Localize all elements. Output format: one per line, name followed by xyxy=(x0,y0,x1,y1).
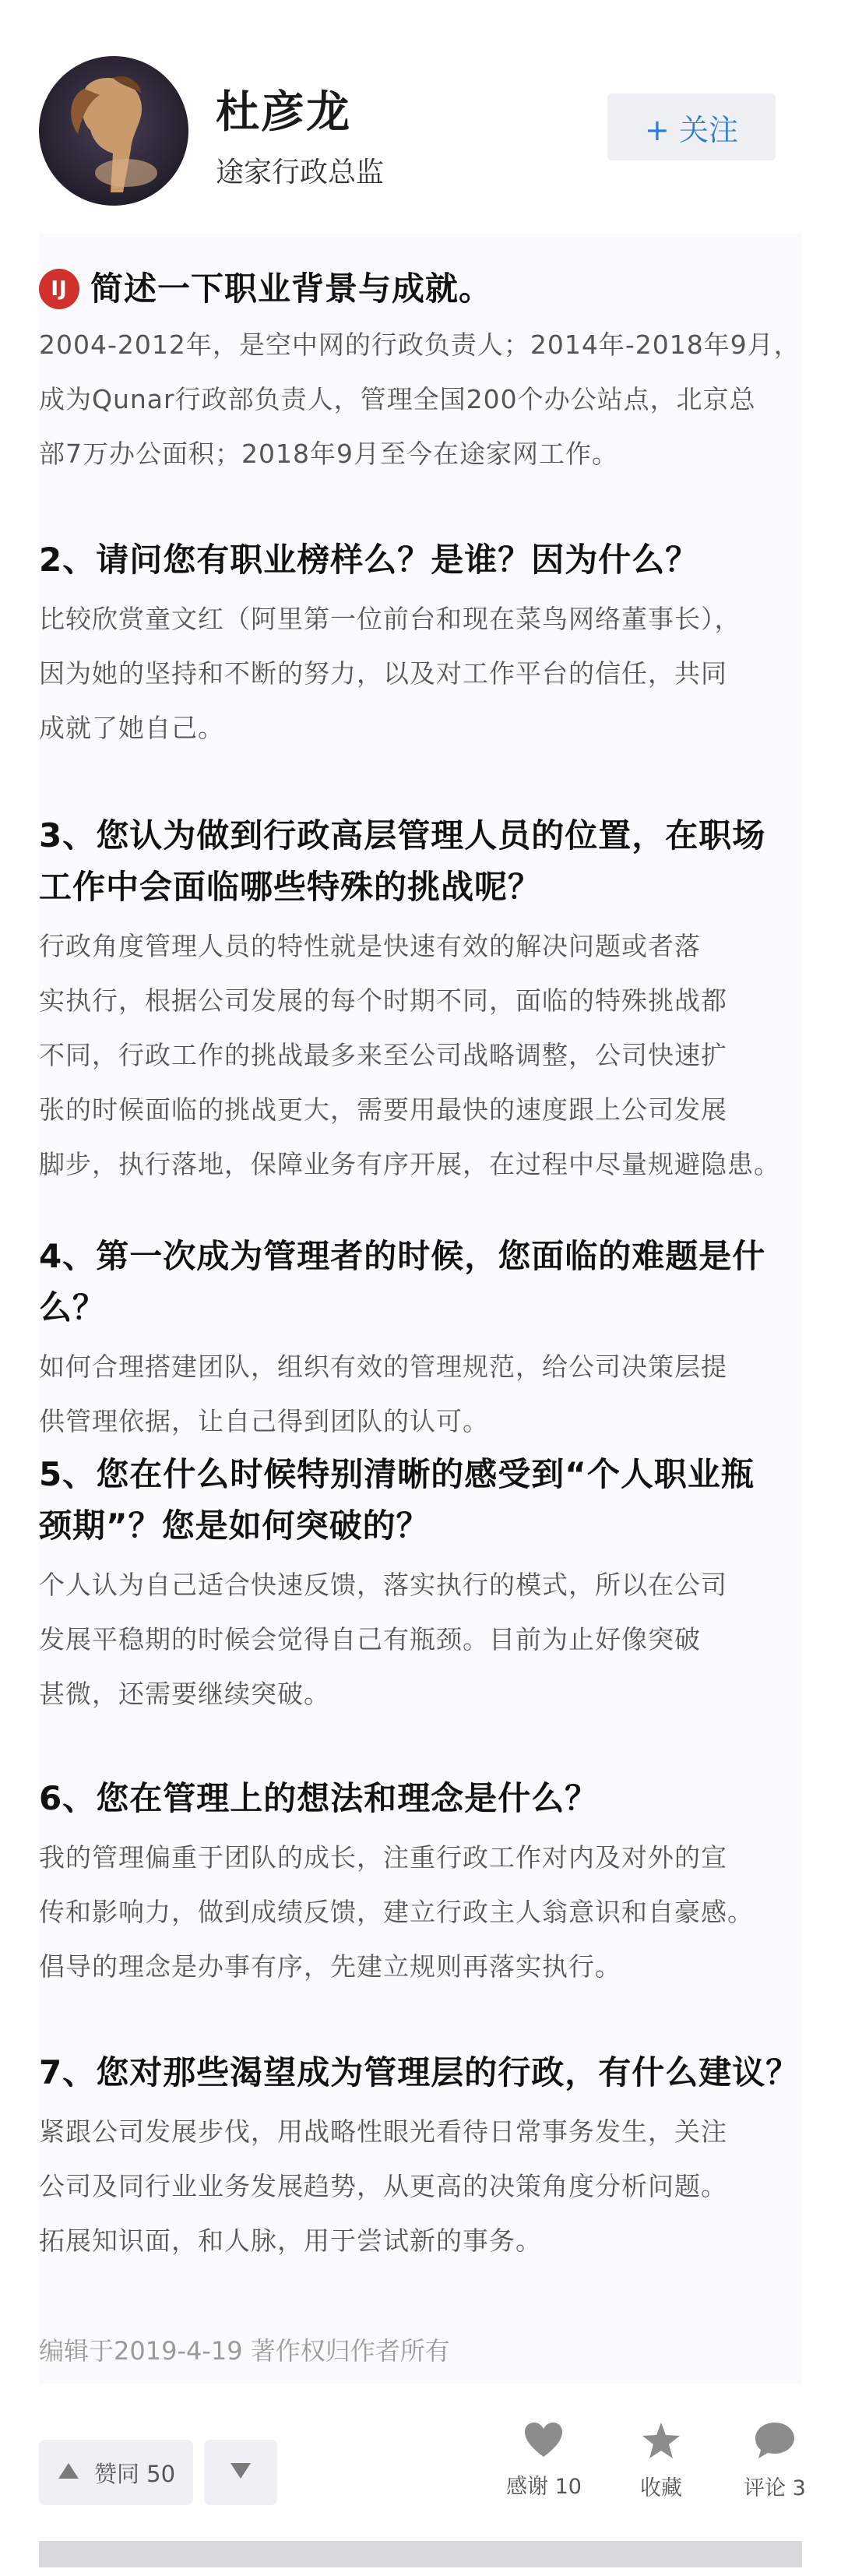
answer-6-line: 倡导的理念是办事有序，先建立规则再落实执行。 xyxy=(39,1951,621,1982)
comment-bubble-icon xyxy=(754,2421,796,2463)
triangle-up-icon xyxy=(57,2459,80,2486)
thanks-label: 感谢 10 xyxy=(506,2475,582,2499)
answer-6-line: 我的管理偏重于团队的成长，注重行政工作对内及对外的宣 xyxy=(39,1842,727,1873)
question-7 xyxy=(39,2047,810,2099)
question-6 xyxy=(39,1773,810,1824)
bottom-divider-bar xyxy=(39,2541,802,2567)
qa-item-2 xyxy=(39,534,810,756)
answer-4-line: 供管理依据，让自己得到团队的认可。 xyxy=(39,1406,489,1436)
question-4-line: 4、第一次成为管理者的时候，您面临的难题是什么？ xyxy=(39,1237,766,1327)
collect-label: 收藏 xyxy=(640,2476,682,2500)
answer-5-line: 个人认为自己适合快速反馈，落实执行的模式，所以在公司 xyxy=(39,1570,727,1600)
heart-icon xyxy=(523,2421,564,2461)
author-name[interactable]: 杜彦龙 xyxy=(216,87,351,138)
answer-2 xyxy=(39,592,810,756)
avatar[interactable] xyxy=(39,56,188,206)
answer-7-line: 拓展知识面，和人脉，用于尝试新的事务。 xyxy=(39,2225,542,2256)
answer-1 xyxy=(39,318,810,481)
answer-2-line: 因为她的坚持和不断的努力，以及对工作平台的信任，共同 xyxy=(39,658,727,689)
star-icon xyxy=(641,2421,681,2463)
question-5 xyxy=(39,1449,810,1552)
answer-6-line: 传和影响力，做到成绩反馈，建立行政主人翁意识和自豪感。 xyxy=(39,1897,754,1927)
answer-1-line: 部7万办公面积；2018年9月至今在途家网工作。 xyxy=(39,439,618,469)
answer-5-line: 甚微，还需要继续突破。 xyxy=(39,1679,330,1709)
qa-item-5 xyxy=(39,1449,810,1721)
qa-item-6 xyxy=(39,1773,810,1994)
author-title: 途家行政总监 xyxy=(216,157,385,189)
question-5-line: 颈期”？您是如何突破的？ xyxy=(39,1506,430,1545)
comment-label: 评论 3 xyxy=(744,2476,806,2500)
answer-4 xyxy=(39,1340,810,1449)
qa-item-3 xyxy=(39,810,810,1192)
question-7-line: 7、您对那些渴望成为管理层的行政，有什么建议？ xyxy=(39,2053,800,2091)
vote-up-button[interactable] xyxy=(39,2440,193,2505)
answer-2-line: 比较欣赏童文红（阿里第一位前台和现在菜鸟网络董事长）， xyxy=(39,604,741,634)
qa-item-7 xyxy=(39,2047,810,2268)
answer-7 xyxy=(39,2105,810,2268)
question-3-line: 3、您认为做到行政高层管理人员的位置，在职场 xyxy=(39,816,766,855)
brand-logo: IJ xyxy=(39,269,79,309)
answer-7-line: 紧跟公司发展步伐，用战略性眼光看待日常事务发生，关注 xyxy=(39,2116,727,2147)
answer-5-line: 发展平稳期的时候会觉得自己有瓶颈。目前为止好像突破 xyxy=(39,1624,701,1654)
vote-down-button[interactable] xyxy=(204,2440,277,2505)
vote-up-label: 赞同 50 xyxy=(93,2460,176,2487)
answer-3-line: 实执行，根据公司发展的每个时期不同，面临的特殊挑战都 xyxy=(39,985,727,1016)
answer-3 xyxy=(39,919,810,1192)
answer-7-line: 公司及同行业业务发展趋势，从更高的决策角度分析问题。 xyxy=(39,2171,727,2201)
edited-note: 编辑于2019-4-19 著作权归作者所有 xyxy=(39,2336,450,2366)
question-1-text: 简述一下职业背景与成就。 xyxy=(90,270,493,308)
answer-4-line: 如何合理搭建团队，组织有效的管理规范，给公司决策层提 xyxy=(39,1351,727,1382)
answer-3-line: 不同，行政工作的挑战最多来至公司战略调整，公司快速扩 xyxy=(39,1040,727,1070)
answer-3-line: 张的时候面临的挑战更大，需要用最快的速度跟上公司发展 xyxy=(39,1094,727,1125)
follow-button-label: + 关注 xyxy=(645,112,738,147)
answer-3-line: 行政角度管理人员的特性就是快速有效的解决问题或者落 xyxy=(39,931,701,961)
comment-button[interactable] xyxy=(744,2421,806,2501)
question-1 xyxy=(39,263,810,315)
answer-6 xyxy=(39,1831,810,1994)
question-3-line: 工作中会面临哪些特殊的挑战呢？ xyxy=(39,868,542,906)
question-5-line: 5、您在什么时候特别清晰的感受到“个人职业瓶 xyxy=(39,1455,755,1493)
answer-1-line: 成为Qunar行政部负责人，管理全国200个办公站点，北京总 xyxy=(39,384,756,414)
answer-2-line: 成就了她自己。 xyxy=(39,713,224,743)
answer-5 xyxy=(39,1558,810,1721)
qa-item-4 xyxy=(39,1231,810,1449)
answer-1-line: 2004-2012年，是空中网的行政负责人；2014年-2018年9月， xyxy=(39,329,801,360)
question-6-line: 6、您在管理上的想法和理念是什么？ xyxy=(39,1779,599,1817)
question-4 xyxy=(39,1231,810,1334)
question-3 xyxy=(39,810,810,913)
follow-button[interactable] xyxy=(607,93,776,160)
question-2-line: 2、请问您有职业榜样么？是谁？因为什么？ xyxy=(39,541,699,579)
thanks-button[interactable] xyxy=(506,2421,582,2500)
collect-button[interactable] xyxy=(640,2421,682,2501)
qa-item-1 xyxy=(39,263,810,481)
answer-3-line: 脚步，执行落地，保障业务有序开展，在过程中尽量规避隐患。 xyxy=(39,1149,780,1179)
triangle-down-icon xyxy=(229,2461,252,2483)
question-2 xyxy=(39,534,810,586)
